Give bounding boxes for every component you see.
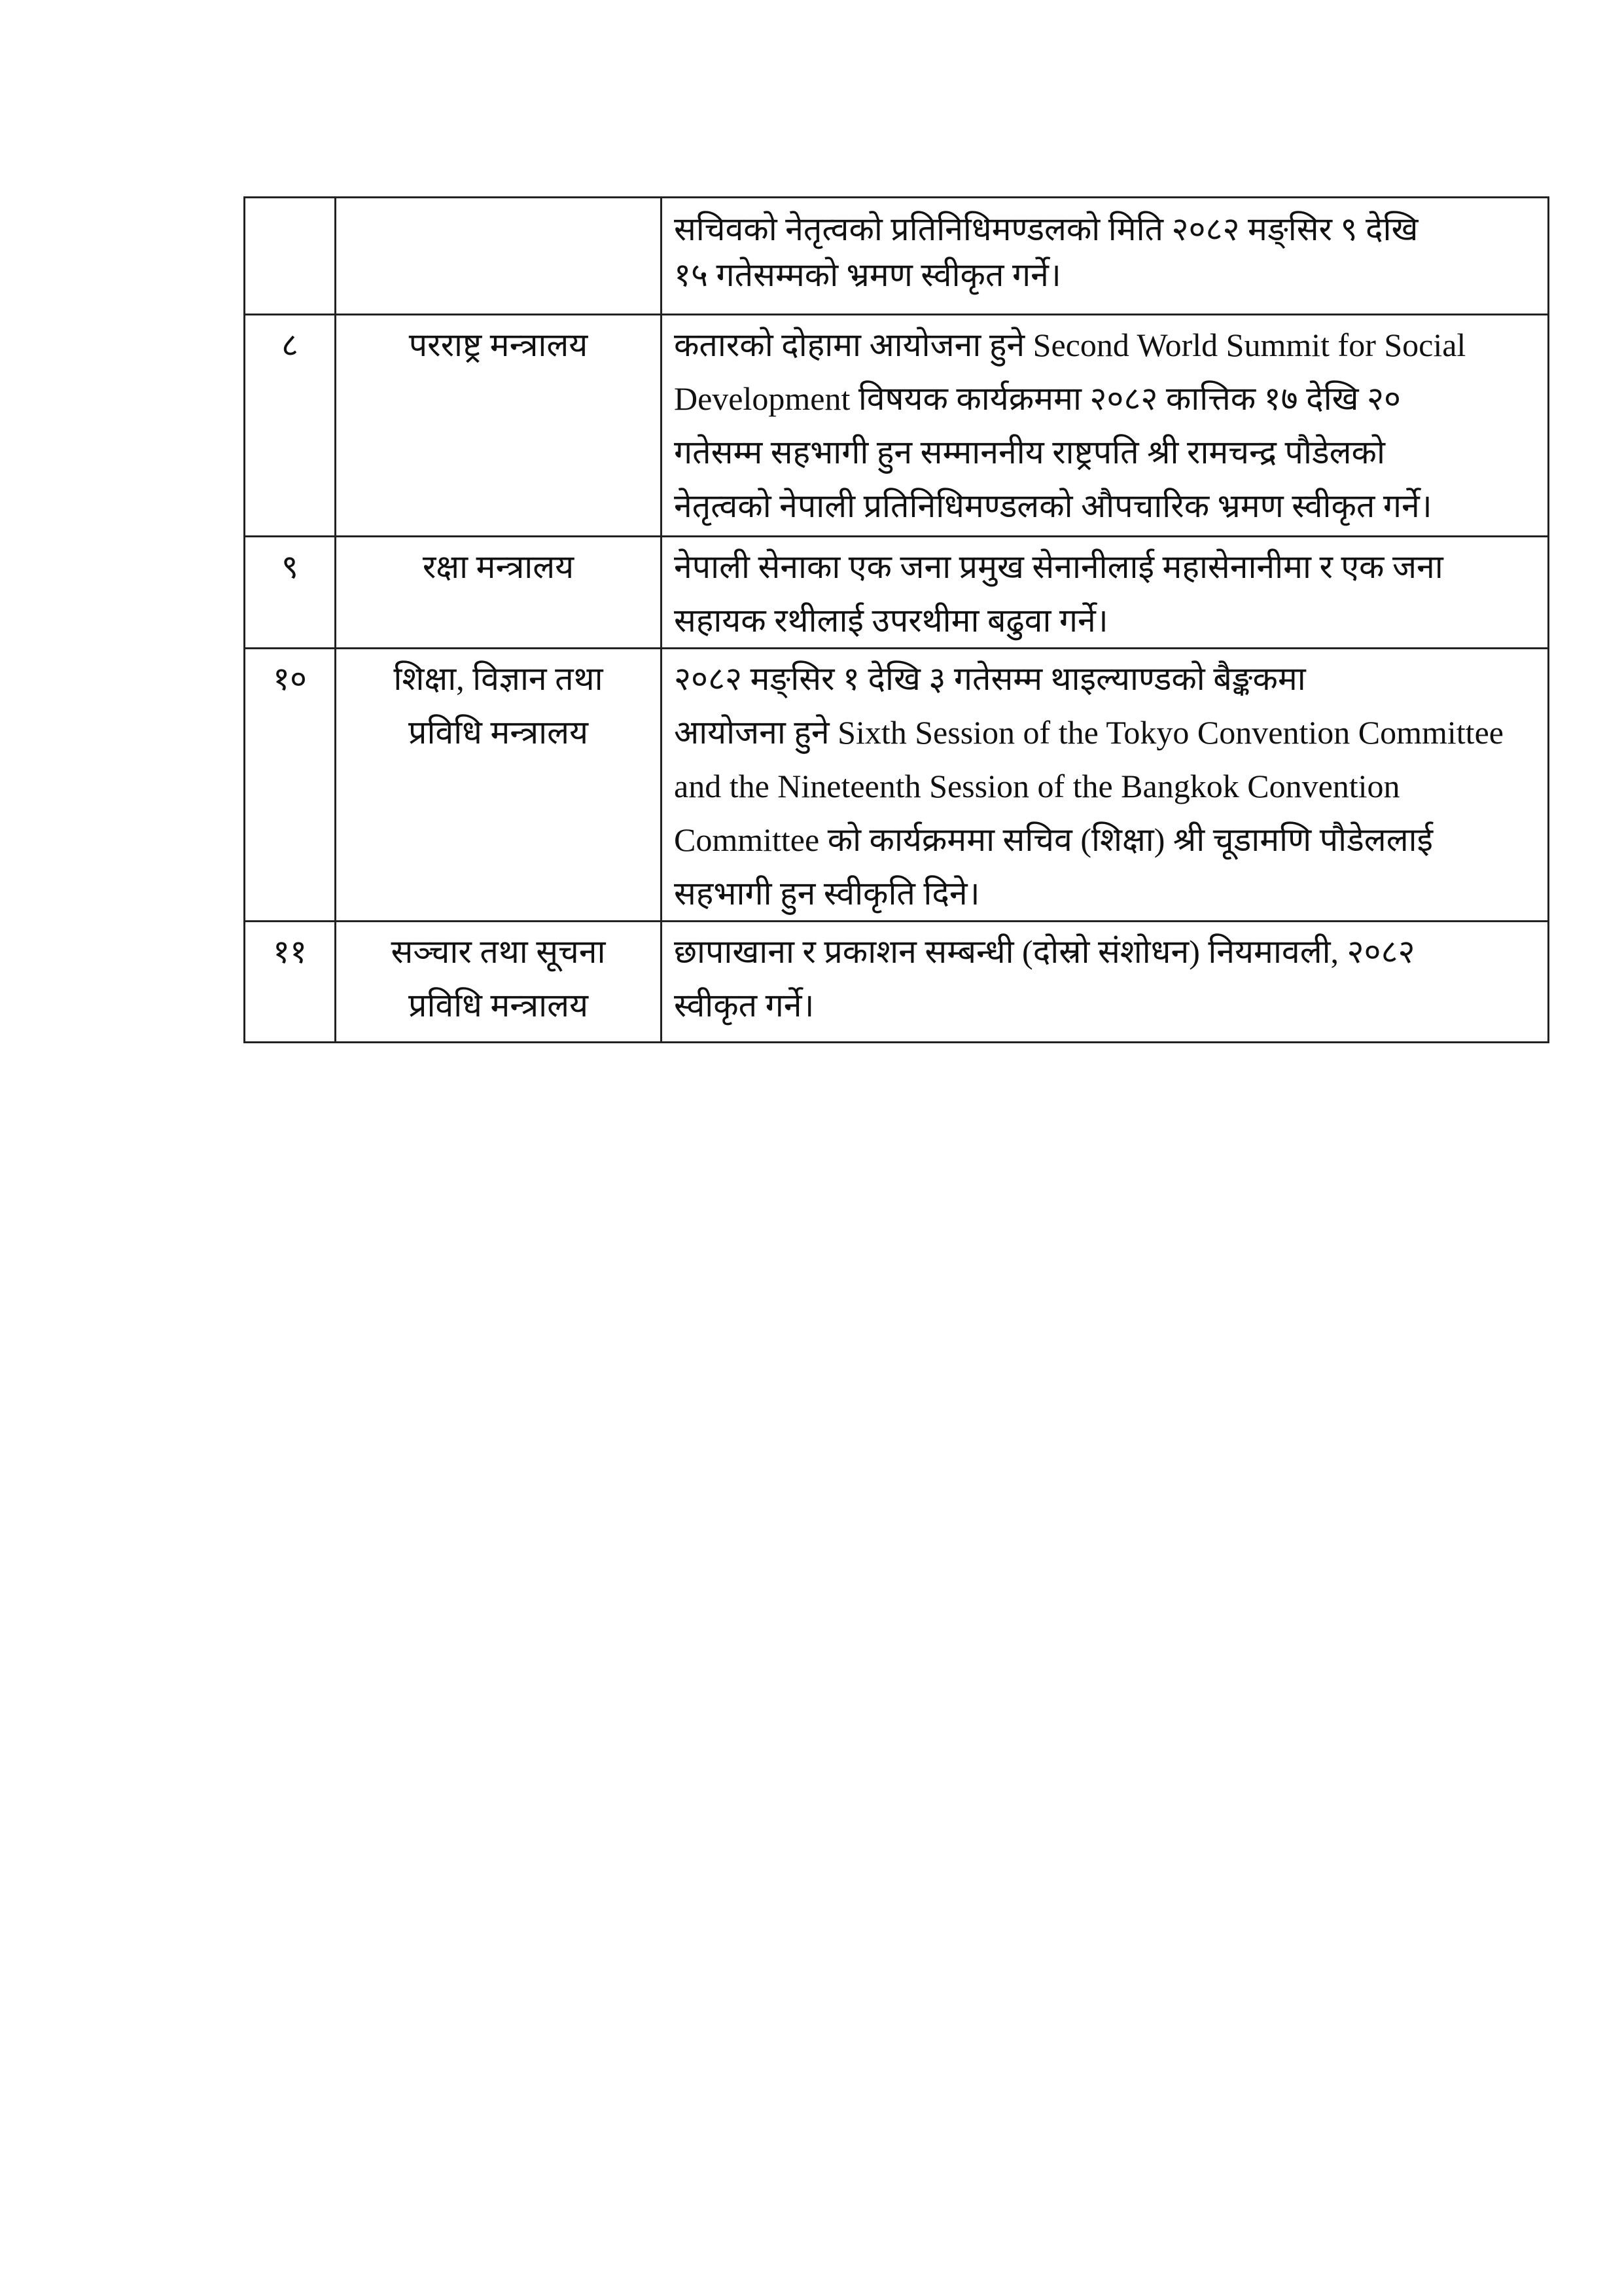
- decision-line: छापाखाना र प्रकाशन सम्बन्धी (दोस्रो संशोधन) नियमावली, २०८२: [674, 933, 1415, 970]
- ministry-name: [336, 198, 662, 315]
- table-row: [245, 922, 1549, 1043]
- decision-line: सचिवको नेतृत्वको प्रतिनिधिमण्डलको मिति २०८२ मङ्सिर ९ देखि: [674, 211, 1419, 247]
- decision-text: [662, 649, 1549, 922]
- row-number: ८: [245, 315, 336, 537]
- decision-text: [662, 315, 1549, 537]
- decision-text: [662, 198, 1549, 315]
- decision-line: १५ गतेसम्मको भ्रमण स्वीकृत गर्ने।: [674, 257, 1061, 293]
- ministry-name: [336, 649, 662, 922]
- table-row: [245, 537, 1549, 649]
- decision-line: नेपाली सेनाका एक जना प्रमुख सेनानीलाई महासेनानीमा र एक जना: [674, 548, 1443, 585]
- ministry-line: प्रविधि मन्त्रालय: [408, 714, 588, 751]
- decision-line: आयोजना हुने Sixth Session of the Tokyo Convention Committee: [674, 714, 1504, 751]
- decision-line: २०८२ मङ्सिर १ देखि ३ गतेसम्म थाइल्याण्डको बैङ्ककमा: [674, 660, 1306, 697]
- row-number: [245, 198, 336, 315]
- ministry-name: रक्षा मन्त्रालय: [336, 537, 662, 649]
- decision-line: स्वीकृत गर्ने।: [674, 987, 815, 1024]
- table-row: [245, 198, 1549, 315]
- decision-line: गतेसम्म सहभागी हुन सम्माननीय राष्ट्रपति श्री रामचन्द्र पौडेलको: [674, 434, 1385, 471]
- decision-line: सहभागी हुन स्वीकृति दिने।: [674, 875, 980, 912]
- row-number: ९: [245, 537, 336, 649]
- cabinet-decisions-table: [243, 196, 1549, 1043]
- ministry-line: सञ्चार तथा सूचना: [391, 933, 606, 970]
- decision-line: कतारको दोहामा आयोजना हुने Second World Summit for Social: [674, 327, 1466, 363]
- decision-line: Committee को कार्यक्रममा सचिव (शिक्षा) श्री चूडामणि पौडेललाई: [674, 821, 1434, 858]
- ministry-line: प्रविधि मन्त्रालय: [408, 987, 588, 1024]
- decision-line: Development विषयक कार्यक्रममा २०८२ कात्तिक १७ देखि २०: [674, 380, 1402, 417]
- table-row: [245, 315, 1549, 537]
- ministry-line: शिक्षा, विज्ञान तथा: [393, 660, 603, 697]
- row-number: १०: [245, 649, 336, 922]
- table-row: [245, 649, 1549, 922]
- ministry-name: परराष्ट्र मन्त्रालय: [336, 315, 662, 537]
- decision-text: [662, 537, 1549, 649]
- decision-line: नेतृत्वको नेपाली प्रतिनिधिमण्डलको औपचारिक भ्रमण स्वीकृत गर्ने।: [674, 488, 1432, 524]
- row-number: ११: [245, 922, 336, 1043]
- ministry-name: [336, 922, 662, 1043]
- decision-line: and the Nineteenth Session of the Bangkok Convention: [674, 768, 1400, 804]
- decision-text: [662, 922, 1549, 1043]
- decision-line: सहायक रथीलाई उपरथीमा बढुवा गर्ने।: [674, 602, 1108, 639]
